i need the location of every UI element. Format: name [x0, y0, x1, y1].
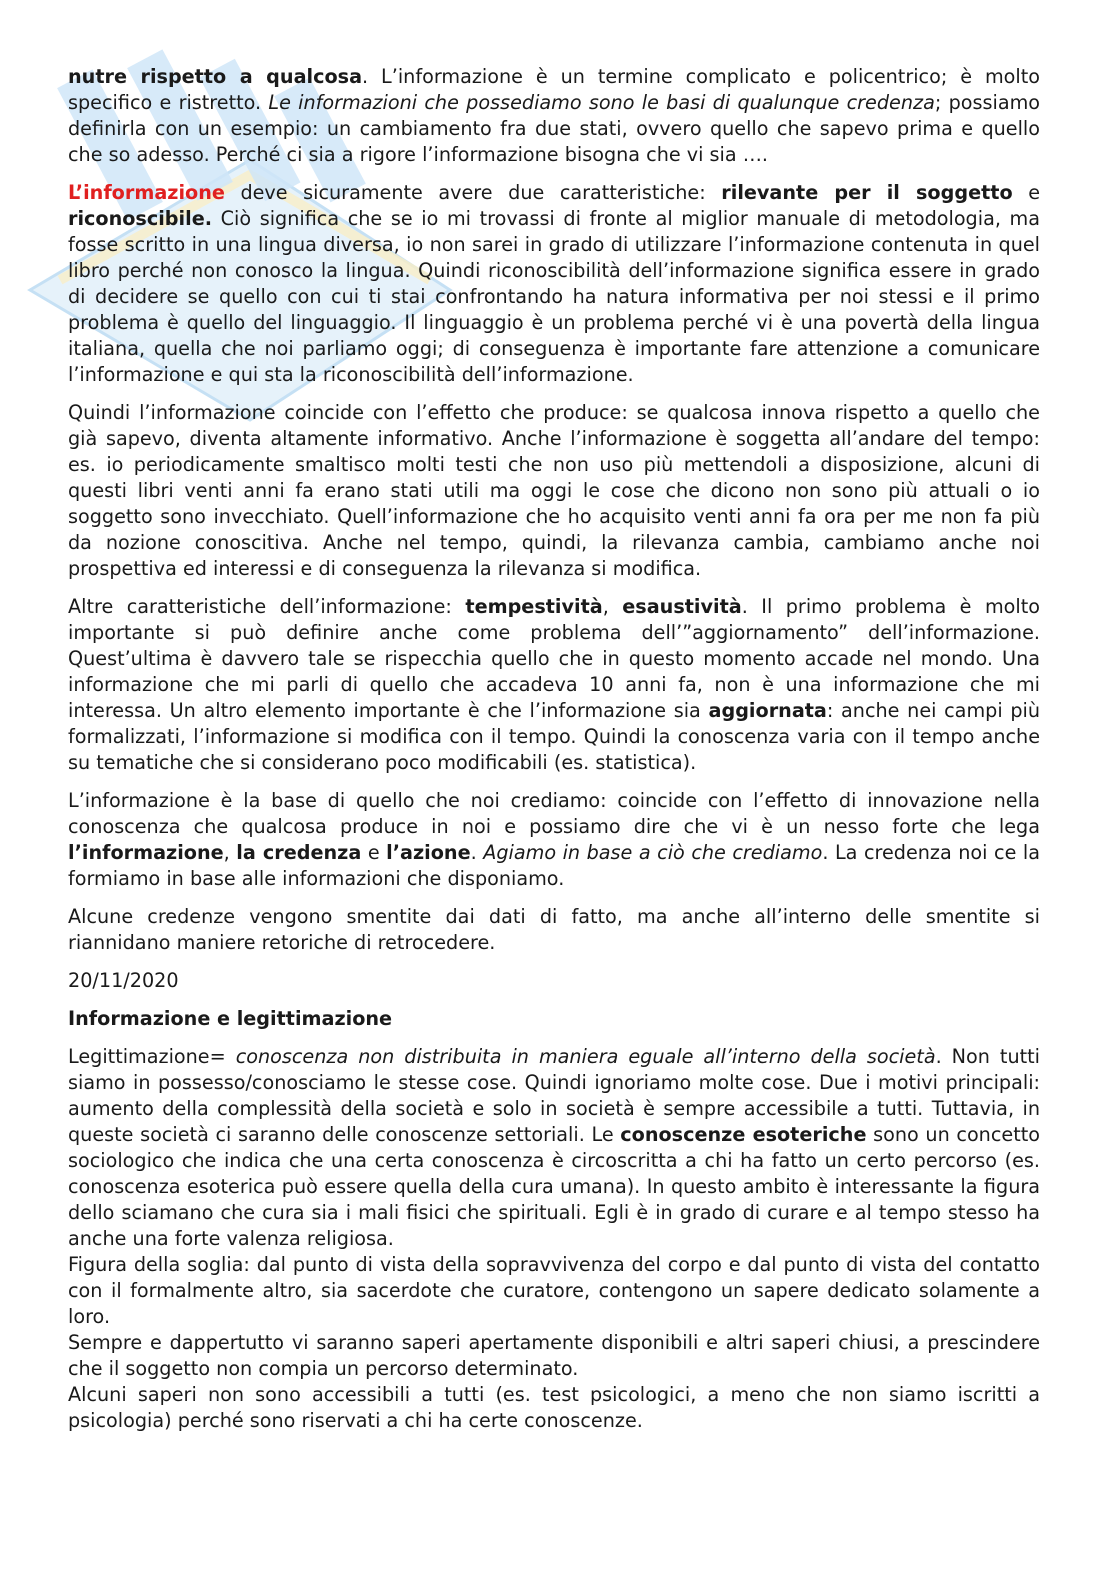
paragraph-10: [68, 1382, 1040, 1434]
bold-text: conoscenze esoteriche: [620, 1123, 867, 1146]
text-span: . La credenza noi ce la formiamo in base alle informazioni che disponiamo.: [68, 841, 1041, 890]
text-span: Legittimazione=: [68, 1045, 236, 1068]
bold-text: la credenza: [236, 841, 362, 864]
text-span: e: [361, 841, 387, 864]
paragraph-7: [68, 1044, 1040, 1252]
text-span: e: [1012, 181, 1041, 204]
text-span: ,: [223, 841, 237, 864]
bold-text: nutre rispetto a qualcosa: [68, 65, 363, 88]
italic-text: Agiamo in base a ciò che crediamo: [483, 841, 823, 864]
text-span: : anche nei campi più formalizzati, l’informazione si modifica con il tempo. Quindi la conoscenza varia con il tempo anche su tematiche che si considerano poco modificabili (es. statistica).: [68, 699, 1040, 774]
paragraph-1: [68, 64, 1040, 168]
paragraph-4: [68, 594, 1040, 776]
bold-text: aggiornata: [708, 699, 827, 722]
bold-text: rilevante per il soggetto: [721, 181, 1013, 204]
italic-text: conoscenza non distribuita in maniera eguale all’interno della società: [235, 1045, 936, 1068]
document-page: [68, 64, 1040, 1434]
text-span: deve sicuramente avere due caratteristiche:: [224, 181, 722, 204]
bold-text: l’informazione: [68, 841, 224, 864]
text-span: Figura della soglia: dal punto di vista della sopravvivenza del corpo e dal punto di vista del contatto con il formalmente altro, sia sacerdote che curatore, contengono un sapere dedicato solamente a loro.: [68, 1253, 1040, 1328]
paragraph-6: [68, 904, 1040, 956]
bold-text: tempestività: [465, 595, 603, 618]
paragraph-5: [68, 788, 1040, 892]
paragraph-9: [68, 1330, 1040, 1382]
bold-text: esaustività: [622, 595, 742, 618]
paragraph-8: [68, 1252, 1040, 1330]
text-span: .: [470, 841, 484, 864]
text-span: Quindi l’informazione coincide con l’effetto che produce: se qualcosa innova rispetto a quello che già sapevo, diventa altamente informativo. Anche l’informazione è soggetta all’andare del tempo: es. io periodicamente smaltisco molti testi che non uso più mettendoli a disposizione, alcuni di questi libri venti anni fa erano stati utili ma oggi le cose che dicono non sono più attuali o io soggetto sono invecchiato. Quell’informazione che ho acquisito venti anni fa ora per me non fa più da nozione conoscitiva. Anche nel tempo, quindi, la rilevanza cambia, cambiamo anche noi prospettiva ed interessi e di conseguenza la rilevanza si modifica.: [68, 401, 1040, 580]
text-span: L’informazione è la base di quello che noi crediamo: coincide con l’effetto di innovazione nella conoscenza che qualcosa produce in noi e possiamo dire che vi è un nesso forte che lega: [68, 789, 1040, 838]
text-span: Alcuni saperi non sono accessibili a tutti (es. test psicologici, a meno che non siamo iscritti a psicologia) perché sono riservati a chi ha certe conoscenze.: [68, 1383, 1040, 1432]
text-span: Altre caratteristiche dell’informazione:: [68, 595, 466, 618]
text-span: Sempre e dappertutto vi saranno saperi apertamente disponibili e altri saperi chiusi, a prescindere che il soggetto non compia un percorso determinato.: [68, 1331, 1040, 1380]
paragraph-3: [68, 400, 1040, 582]
text-span: sono un concetto sociologico che indica che una certa conoscenza è circoscritta a chi ha fatto un certo percorso (es. conoscenza esoterica può essere quella della cura umana). In questo ambito è interessante la figura dello sciamano che cura sia i mali fisici che spirituali. Egli è in grado di curare e al tempo stesso ha anche una forte valenza religiosa.: [68, 1123, 1040, 1250]
text-span: . Non tutti siamo in possesso/conosciamo le stesse cose. Quindi ignoriamo molte cose. Due i motivi principali: aumento della complessità della società e solo in società è sempre accessibile a tutti. Tuttavia, in queste società ci saranno delle conoscenze settoriali. Le: [68, 1045, 1040, 1146]
italic-text: Le informazioni che possediamo sono le basi di qualunque credenza: [268, 91, 935, 114]
text-span: Alcune credenze vengono smentite dai dati di fatto, ma anche all’interno delle smentite si riannidano maniere retoriche di retrocedere.: [68, 905, 1040, 954]
highlight-red-term: L’informazione: [68, 181, 225, 204]
section-heading: Informazione e legittimazione: [68, 1007, 393, 1030]
text-span: ; possiamo definirla con un esempio: un cambiamento fra due stati, ovvero quello che sapevo prima e quello che so adesso. Perché ci sia a rigore l’informazione bisogna che vi sia ….: [68, 91, 1041, 166]
paragraph-2: [68, 180, 1040, 388]
text-span: . L’informazione è un termine complicato e policentrico; è molto specifico e ristretto.: [68, 65, 1040, 114]
date-line: 20/11/2020: [68, 969, 179, 992]
bold-text: l’azione: [386, 841, 471, 864]
bold-text: riconoscibile.: [68, 207, 212, 230]
text-span: Ciò significa che se io mi trovassi di fronte al miglior manuale di metodologia, ma fosse scritto in una lingua diversa, io non sarei in grado di utilizzare l’informazione contenuta in quel libro perché non conosco la lingua. Quindi riconoscibilità dell’informazione significa essere in grado di decidere se quello con cui ti stai confrontando ha natura informativa per noi stessi e il primo problema è quello del linguaggio. Il linguaggio è un problema perché vi è una povertà della lingua italiana, quella che noi parliamo oggi; di conseguenza è importante fare attenzione a comunicare l’informazione e qui sta la riconoscibilità dell’informazione.: [68, 207, 1040, 386]
text-span: ,: [602, 595, 623, 618]
text-span: . Il primo problema è molto importante si può definire anche come problema dell’”aggiornamento” dell’informazione. Quest’ultima è davvero tale se rispecchia quello che in questo momento accade nel mondo. Una informazione che mi parli di quello che accadeva 10 anni fa, non è una informazione che mi interessa. Un altro elemento importante è che l’informazione sia: [68, 595, 1040, 722]
